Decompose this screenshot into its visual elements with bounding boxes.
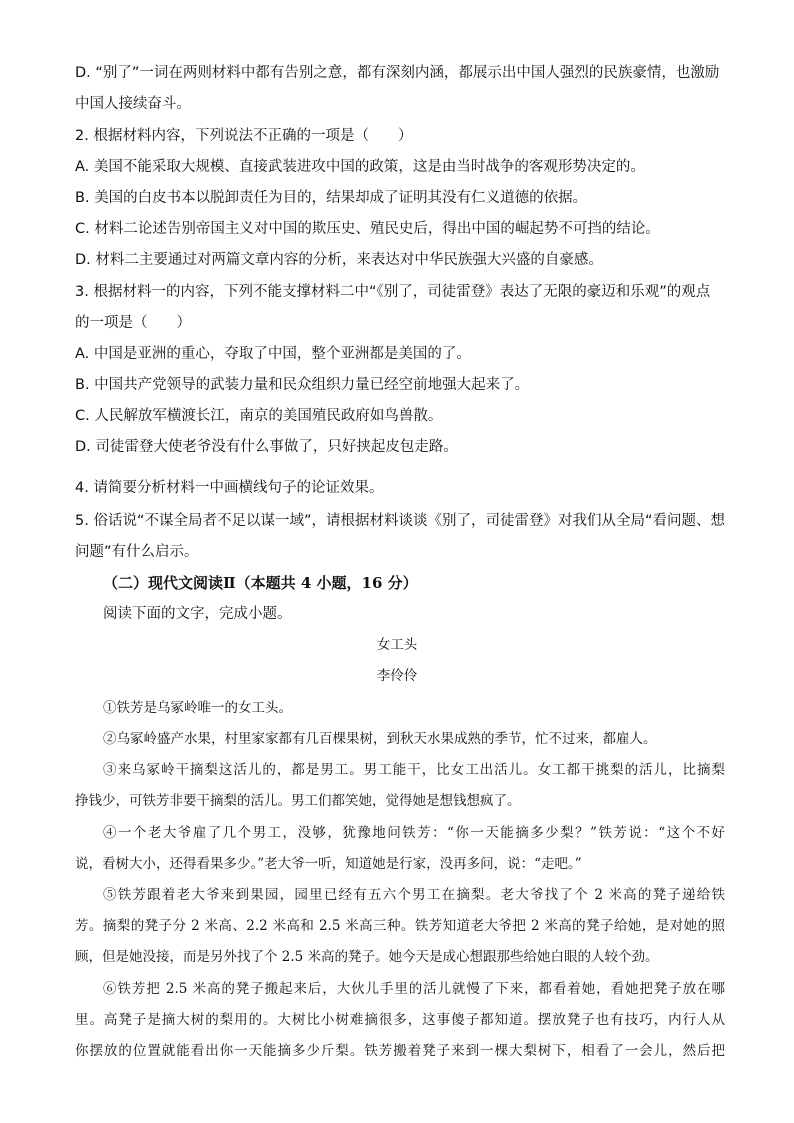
q2-option-a: A. 美国不能采取大规模、直接武装进攻中国的政策，这是由当时战争的客观形势决定的。	[75, 159, 645, 175]
section-instruction: 阅读下面的文字，完成小题。	[103, 606, 292, 622]
q3-stem-line1: 3. 根据材料一的内容，下列不能支撑材料二中“《别了，司徒雷登》表达了无限的豪迈和乐观”的观点	[75, 284, 711, 300]
story-paragraph-6-line3: 你摆放的位置就能看出你一天能摘多少斤梨。铁芳搬着凳子来到一棵大梨树下，相看了一会儿，然后把	[75, 1043, 725, 1059]
q5-line2: 问题”有什么启示。	[75, 544, 199, 560]
story-paragraph-3-line2: 挣钱少，可铁芳非要干摘梨的活儿。男工们都笑她，觉得她是想钱想疯了。	[75, 793, 521, 809]
q3-option-a: A. 中国是亚洲的重心，夺取了中国，整个亚洲都是美国的了。	[75, 346, 471, 362]
q4-text: 4. 请简要分析材料一中画横线句子的论证效果。	[75, 480, 384, 496]
story-paragraph-1: ①铁芳是乌冢岭唯一的女工头。	[103, 700, 292, 716]
q1-option-d-line1: D. “别了”一词在两则材料中都有告别之意，都有深刻内涵，都展示出中国人强烈的民族豪情，也激励	[75, 65, 720, 81]
q3-stem-line2: 的一项是（ ）	[75, 315, 191, 331]
story-paragraph-6-line2: 里。高凳子是摘大树的梨用的。大树比小树难摘很多，这事傻子都知道。摆放凳子也有技巧，内行人从	[75, 1012, 725, 1028]
story-paragraph-5-line1: ⑤铁芳跟着老大爷来到果园，园里已经有五六个男工在摘梨。老大爷找了个 2 米高的凳子递给铁	[103, 887, 725, 903]
story-title: 女工头	[376, 637, 418, 653]
q2-option-c: C. 材料二论述告别帝国主义对中国的欺压史、殖民史后，得出中国的崛起势不可挡的结论。	[75, 221, 660, 237]
q5-line1: 5. 俗话说“不谋全局者不足以谋一域”，请根据材料谈谈《别了，司徒雷登》对我们从全局“看问题、想	[75, 513, 725, 529]
story-paragraph-4-line2: 说，看树大小，还得看果多少。”老大爷一听，知道她是行家，没再多问，说：“走吧。”	[75, 856, 582, 872]
q1-option-d-line2: 中国人接续奋斗。	[75, 96, 191, 112]
story-paragraph-3-line1: ③来乌冢岭干摘梨这活儿的，都是男工。男工能干，比女工出活儿。女工都干挑梨的活儿，比摘梨	[103, 762, 725, 778]
q3-option-c: C. 人民解放军横渡长江，南京的美国殖民政府如鸟兽散。	[75, 408, 443, 424]
q2-stem: 2. 根据材料内容，下列说法不正确的一项是（ ）	[75, 128, 413, 144]
story-paragraph-4-line1: ④一个老大爷雇了几个男工，没够，犹豫地问铁芳：“你一天能摘多少梨？”铁芳说：“这个不好	[103, 825, 725, 841]
story-paragraph-5-line3: 顾，但是她没接，而是另外找了个 2.5 米高的凳子。她今天是成心想跟那些给她白眼的人较个劲。	[75, 949, 659, 965]
q2-option-d: D. 材料二主要通过对两篇文章内容的分析，来表达对中华民族强大兴盛的自豪感。	[75, 252, 603, 268]
section-heading: （二）现代文阅读Ⅱ（本题共 4 小题，16 分）	[103, 574, 418, 592]
q3-option-b: B. 中国共产党领导的武装力量和民众组织力量已经空前地强大起来了。	[75, 377, 530, 393]
q3-option-d: D. 司徒雷登大使老爷没有什么事做了，只好挟起皮包走路。	[75, 439, 458, 455]
story-paragraph-2: ②乌冢岭盛产水果，村里家家都有几百棵果树，到秋天水果成熟的季节，忙不过来，都雇人。	[103, 731, 657, 747]
q2-option-b: B. 美国的白皮书本以脱卸责任为目的，结果却成了证明其没有仁义道德的依据。	[75, 190, 588, 206]
story-author: 李伶伶	[376, 668, 418, 684]
story-paragraph-6-line1: ⑥铁芳把 2.5 米高的凳子搬起来后，大伙儿手里的活儿就慢了下来，都看着她，看她把凳子放在哪	[103, 981, 725, 997]
story-paragraph-5-line2: 芳。摘梨的凳子分 2 米高、2.2 米高和 2.5 米高三种。铁芳知道老大爷把 2 米高的凳子给她，是对她的照	[75, 918, 725, 934]
